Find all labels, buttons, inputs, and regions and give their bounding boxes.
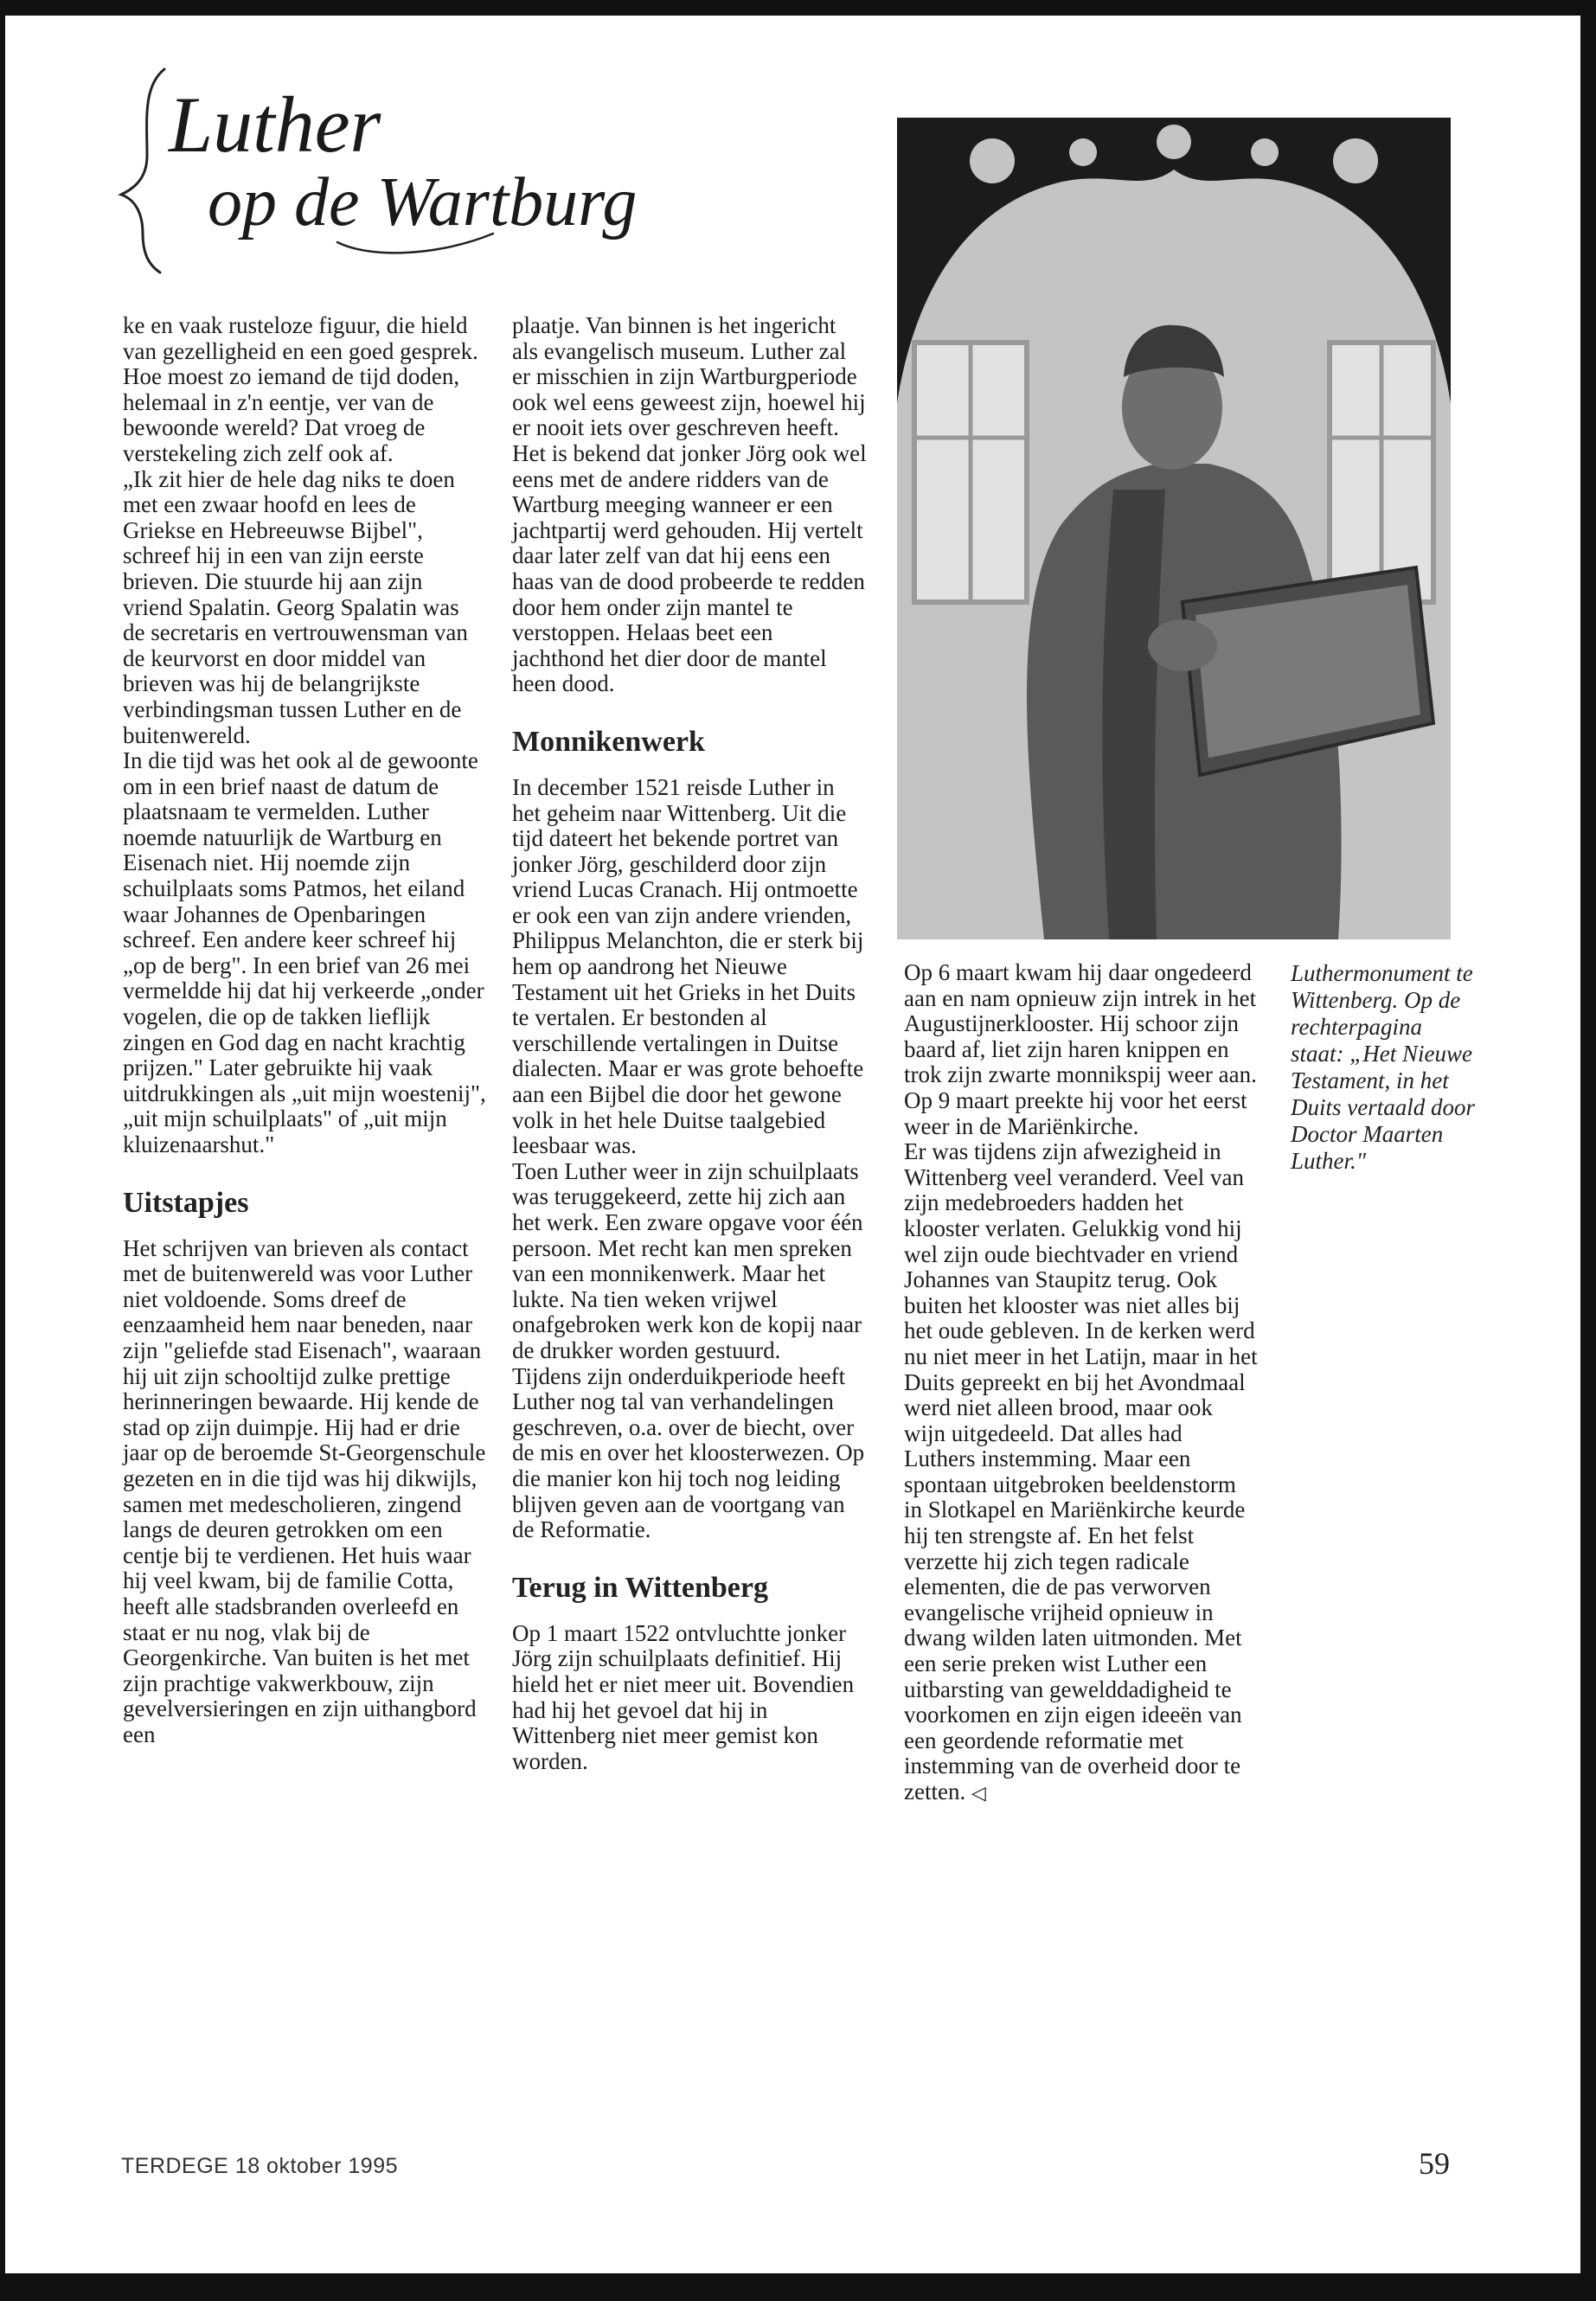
- page-number: 59: [1419, 2146, 1450, 2181]
- column-1: [123, 313, 486, 1747]
- title-line1: Luther: [169, 80, 381, 169]
- paragraph: Tijdens zijn onderduikperiode heeft Luther nog tal van verhandelingen geschreven, o.a. over de biecht, over de mis en over het kloosterwezen. Op die manier kon hij toch nog leiding blijven geven aan de voortgang van de Reformatie.: [512, 1362, 865, 1543]
- paragraph: „Ik zit hier de hele dag niks te doen met een zwaar hoofd en lees de Griekse en Hebreeuwse Bijbel", schreef hij in een van zijn eerste brieven. Die stuurde hij aan zijn vriend Spalatin. Georg Spalatin was de secretaris en vertrouwensman van de keurvorst en door middel van brieven was hij de belangrijkste verbindingsman tussen Luther en de buitenwereld.: [123, 465, 468, 748]
- page-border-top: [0, 0, 1596, 16]
- publication-footer: TERDEGE 18 oktober 1995: [121, 2154, 398, 2178]
- subheading-terug-in-wittenberg: Terug in Wittenberg: [512, 1571, 768, 1604]
- paragraph: In die tijd was het ook al de gewoonte om in een brief naast de datum de plaatsnaam te vermelden. Luther noemde natuurlijk de Wartburg en Eisenach niet. Hij noemde zijn schuilplaats soms Patmos, het eiland waar Johannes de Openbaringen schreef. Een andere keer schreef hij „op de berg". In een brief van 26 mei vermeldde hij dat hij verkeerde „onder vogelen, die op de takken lieflijk zingen en God dag en nacht krachtig prijzen." Later gebruikte hij vaak uitdrukkingen als „uit mijn woestenij", „uit mijn schuilplaats" of „uit mijn kluizenaarshut.": [123, 747, 486, 1157]
- paragraph: [904, 1139, 1259, 1806]
- subheading-uitstapjes: Uitstapjes: [123, 1186, 249, 1219]
- article-title: [95, 61, 638, 294]
- page-border-left: [0, 0, 5, 2301]
- paragraph: Het schrijven van brieven als contact met de buitenwereld was voor Luther niet voldoende. Soms dreef de eenzaamheid hem naar beneden, naar zijn "geliefde stad Eisenach", waaraan hij uit zijn schooltijd zulke prettige herinneringen bewaarde. Hij kende de stad op zijn duimpje. Hij had er drie jaar op de beroemde St-Georgenschule gezeten en in die tijd was hij dikwijls, samen met medescholieren, zingend langs de deuren getrokken om een centje bij te verdienen. Het huis waar hij veel kwam, bij de familie Cotta, heeft alle stadsbranden overleefd en staat er nu nog, vlak bij de Georgenkirche. Van buiten is het met zijn prachtige vakwerkbouw, zijn gevelversieringen en zijn uithangbord een: [123, 1234, 486, 1747]
- paragraph: Op 6 maart kwam hij daar ongedeerd aan en nam opnieuw zijn intrek in het Augustijnerklooster. Hij schoor zijn baard af, liet zijn haren knippen en trok zijn zwarte monnikspij weer aan. Op 9 maart preekte hij voor het eerst weer in de Mariënkirche.: [904, 959, 1257, 1139]
- luther-statue-photo: [897, 118, 1451, 939]
- paragraph: Toen Luther weer in zijn schuilplaats was teruggekeerd, zette hij zich aan het werk. Een zware opgave voor één persoon. Met recht kan men spreken van een monnikenwerk. Maar het lukte. Na tien weken vrijwel onafgebroken werk kon de kopij naar de drukker worden gestuurd.: [512, 1157, 863, 1363]
- column-3: [904, 960, 1259, 1807]
- paragraph: In december 1521 reisde Luther in het geheim naar Wittenberg. Uit die tijd dateert het bekende portret van jonker Jörg, geschilderd door zijn vriend Lucas Cranach. Hij ontmoette er ook een van zijn andere vrienden, Philippus Melanchton, die er sterk bij hem op aandrong het Nieuwe Testament uit het Grieks in het Duits te vertalen. Er bestonden al verschillende vertalingen in Duitse dialecten. Maar er was grote behoefte aan een Bijbel die door het gewone volk in het hele Duitse taalgebied leesbaar was.: [512, 773, 864, 1159]
- subheading-monnikenwerk: Monnikenwerk: [512, 725, 705, 758]
- paragraph: Op 1 maart 1522 ontvluchtte jonker Jörg zijn schuilplaats definitief. Hij hield het er niet meer uit. Bovendien had hij het gevoel dat hij in Wittenberg niet meer gemist kon worden.: [512, 1619, 855, 1774]
- photo-caption: Luthermonument te Wittenberg. Op de rechterpagina staat: „Het Nieuwe Testament, in het Duits vertaald door Doctor Maarten Luther.": [1291, 960, 1475, 1174]
- page-border-bottom: [0, 2273, 1596, 2301]
- title-line2: op de Wartburg: [208, 164, 638, 240]
- paragraph: plaatje. Van binnen is het ingericht als evangelisch museum. Luther zal er misschien in zijn Wartburgperiode ook wel eens geweest zijn, hoewel hij er nooit iets over geschreven heeft. Het is bekend dat jonker Jörg ook wel eens met de andere ridders van de Wartburg meeging wanneer er een jachtpartij werd gehouden. Hij vertelt daar later zelf van dat hij eens een haas van de dood probeerde te redden door hem onder zijn mantel te verstoppen. Helaas beet een jachthond het dier door de mantel heen dood.: [512, 312, 867, 697]
- page-border-right: [1580, 0, 1596, 2301]
- paragraph-text: Er was tijdens zijn afwezigheid in Wittenberg veel veranderd. Veel van zijn medebroeders hadden het klooster verlaten. Gelukkig vond hij wel zijn oude biechtvader en vriend Johannes van Staupitz terug. Ook buiten het klooster was niet alles bij het oude gebleven. In de kerken werd nu niet meer in het Latijn, maar in het Duits gepreekt en bij het Avondmaal werd niet alleen brood, maar ook wijn uitgedeeld. Dat alles had Luthers instemming. Maar een spontaan uitgebroken beeldenstorm in Slotkapel en Mariënkirche keurde hij ten strengste af. En het felst verzette hij zich tegen radicale elementen, die de pas verworven evangelische vrijheid opnieuw in dwang wilden laten uitmonden. Met een serie preken wist Luther een uitbarsting van gewelddadigheid te voorkomen en zijn eigen ideeën van een geordende reformatie met instemming van de overheid door te zetten.: [904, 1138, 1258, 1804]
- end-of-article-mark: ◁: [971, 1783, 986, 1804]
- paragraph: ke en vaak rusteloze figuur, die hield van gezelligheid en een goed gesprek. Hoe moest zo iemand de tijd doden, helemaal in z'n eentje, ver van de bewoonde wereld? Dat vroeg de verstekeling zich zelf ook af.: [123, 312, 478, 466]
- title-calligraphy: [95, 61, 638, 294]
- column-2: [512, 313, 867, 1774]
